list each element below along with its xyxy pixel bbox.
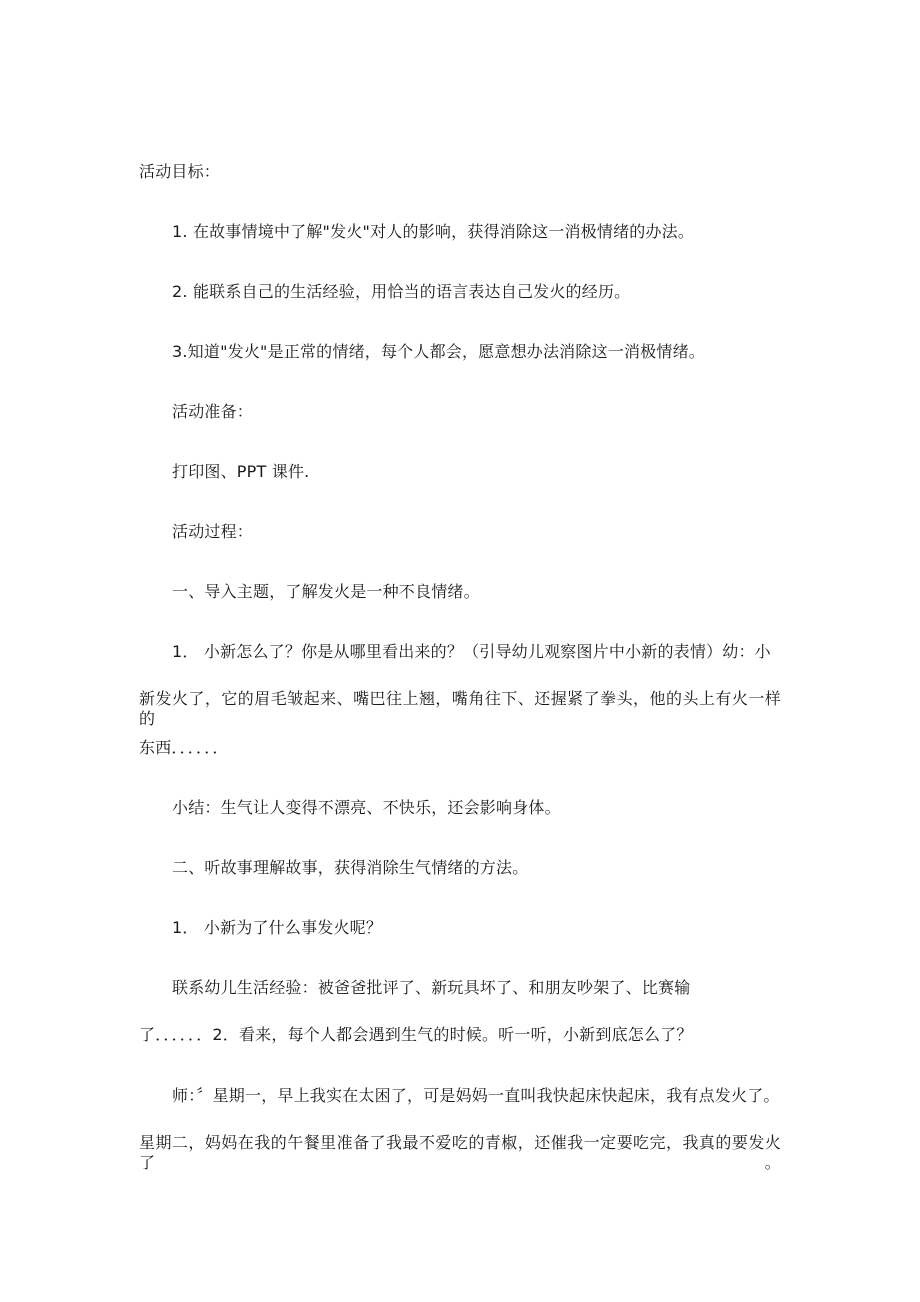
paragraph-line: 师：〞星期一，早上我实在太困了，可是妈妈一直叫我快起床快起床，我有点发火了。 (172, 1086, 780, 1105)
paragraph-line: 联系幼儿生活经验：被爸爸批评了、新玩具坏了、和朋友吵架了、比赛输 (172, 978, 691, 997)
goal-item-2: 2. 能联系自己的生活经验，用恰当的语言表达自己发火的经历。 (172, 282, 631, 301)
section-heading-process: 活动过程： (172, 522, 254, 541)
section-heading-goals: 活动目标： (139, 162, 221, 181)
paragraph-line: 了．．．．．．2．看来，每个人都会遇到生气的时候。听一听，小新到底怎么了？ (139, 1025, 693, 1044)
step-2-heading: 二、听故事理解故事，获得消除生气情绪的方法。 (172, 858, 529, 877)
paragraph-line: 星期二，妈妈在我的午餐里准备了我最不爱吃的青椒，还催我一定要吃完，我真的要发火了。 (139, 1133, 781, 1172)
paragraph-line: 东西．．．．．． (139, 738, 229, 757)
paragraph-line: 新发火了，它的眉毛皱起来、嘴巴往上翘，嘴角往下、还握紧了拳头，他的头上有火一样的 (139, 689, 781, 728)
paragraph-line: 1． 小新怎么了？你是从哪里看出来的？（引导幼儿观察图片中小新的表情）幼：小 (172, 642, 771, 661)
goal-item-1: 1. 在故事情境中了解"发火"对人的影响，获得消除这一消极情绪的办法。 (172, 222, 695, 241)
section-heading-preparation: 活动准备： (172, 402, 254, 421)
step-1-heading: 一、导入主题，了解发火是一种不良情绪。 (172, 582, 480, 601)
preparation-text: 打印图、PPT 课件. (172, 462, 310, 481)
goal-item-3: 3.知道"发火"是正常的情绪，每个人都会，愿意想办法消除这一消极情绪。 (172, 342, 705, 361)
question-text: 1． 小新为了什么事发火呢？ (172, 918, 383, 937)
summary-text: 小结：生气让人变得不漂亮、不快乐，还会影响身体。 (172, 798, 561, 817)
